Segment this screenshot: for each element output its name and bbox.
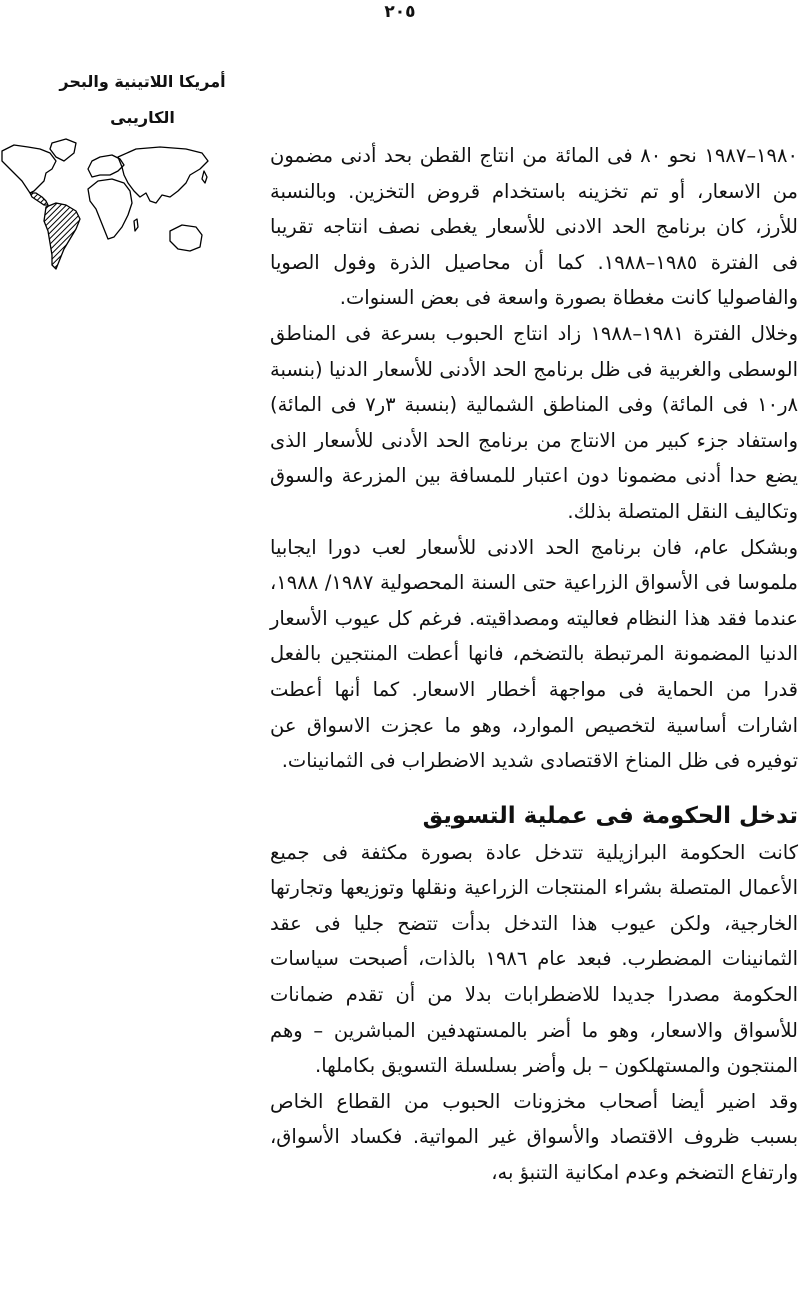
paragraph-5: وقد اضير أيضا أصحاب مخزونات الحبوب من القطاع الخاص بسبب ظروف الاقتصاد والأسواق غير المواتية. فكساد الأسواق، وارتفاع التضخم وعدم امكانية التنبؤ به، [270, 1089, 798, 1185]
map-australia [170, 225, 202, 251]
map-asia [118, 147, 208, 203]
world-map-icon [0, 135, 212, 275]
paragraph-2: وخلال الفترة ١٩٨١–١٩٨٨ زاد انتاج الحبوب بسرعة فى المناطق الوسطى والغربية فى ظل برنامج الحد الأدنى للأسعار الدنيا (بنسبة ٨ر١٠ فى المائة) وفى المناطق الشمالية (بنسبة ٣ر٧ فى المائة) واستفاد جزء كبير من الانتاج من برنامج الحد الأدنى للأسعار الذى يضع حدا أدنى مضمونا دون اعتبار للمسافة بين المزرعة والسوق وتكاليف النقل المتصلة بذلك. [270, 321, 798, 523]
map-north-america [2, 145, 56, 193]
paragraph-1: ١٩٨٠–١٩٨٧ نحو ٨٠ فى المائة من انتاج القطن بحد أدنى مضمون من الاسعار، أو تم تخزينه باستخدام قروض التخزين. وبالنسبة للأرز، كان برنامج الحد الادنى للأسعار يغطى نصف انتاجه تقريبا فى الفترة ١٩٨٥–١٩٨٨. كما أن محاصيل الذرة وفول الصويا والفاصوليا كانت مغطاة بصورة واسعة فى بعض السنوات. [270, 144, 798, 310]
section-heading: تدخل الحكومة فى عملية التسويق [422, 802, 798, 829]
map-central-america [30, 193, 48, 205]
article-body [270, 138, 798, 1191]
map-madagascar [134, 219, 138, 231]
map-africa [88, 179, 132, 239]
paragraph-4: كانت الحكومة البرازيلية تتدخل عادة بصورة مكثفة فى جميع الأعمال المتصلة بشراء المنتجات الزراعية ونقلها وتوزيعها وتجارتها الخارجية، ولكن عيوب هذا التدخل بدأت تتضح جليا فى عقد الثمانينات المضطرب. فبعد عام ١٩٨٦ بالذات، أصبحت سياسات الحكومة مصدرا جديدا للاضطرابات بدلا من أن تقدم ضمانات للأسواق والاسعار، وهو ما أضر بالمستهدفين المباشرين – وهم المنتجون والمستهلكون – بل وأضر بسلسلة التسويق بكاملها. [270, 840, 798, 1078]
paragraph-3: وبشكل عام، فان برنامج الحد الادنى للأسعار لعب دورا ايجابيا ملموسا فى الأسواق الزراعية حتى السنة المحصولية ١٩٨٧/ ١٩٨٨، عندما فقد هذا النظام فعاليته ومصداقيته. فرغم كل عيوب الأسعار الدنيا المضمونة المرتبطة بالتضخم، فانها أعطت المنتجين بالفعل قدرا من الحماية فى مواجهة أخطار الاسعار. كما أنها أعطت اشارات أساسية لتخصيص الموارد، وهو ما عجزت الاسواق عن توفيره فى ظل المناخ الاقتصادى شديد الاضطراب فى الثمانينات. [270, 535, 798, 773]
region-caption [55, 64, 230, 136]
page-number: ٢٠٥ [384, 2, 416, 22]
map-south-america [44, 203, 80, 269]
region-caption-line-1: أمريكا اللاتينية والبحر [59, 72, 226, 91]
map-japan [202, 171, 207, 183]
region-caption-line-2: الكاريبى [110, 108, 175, 127]
